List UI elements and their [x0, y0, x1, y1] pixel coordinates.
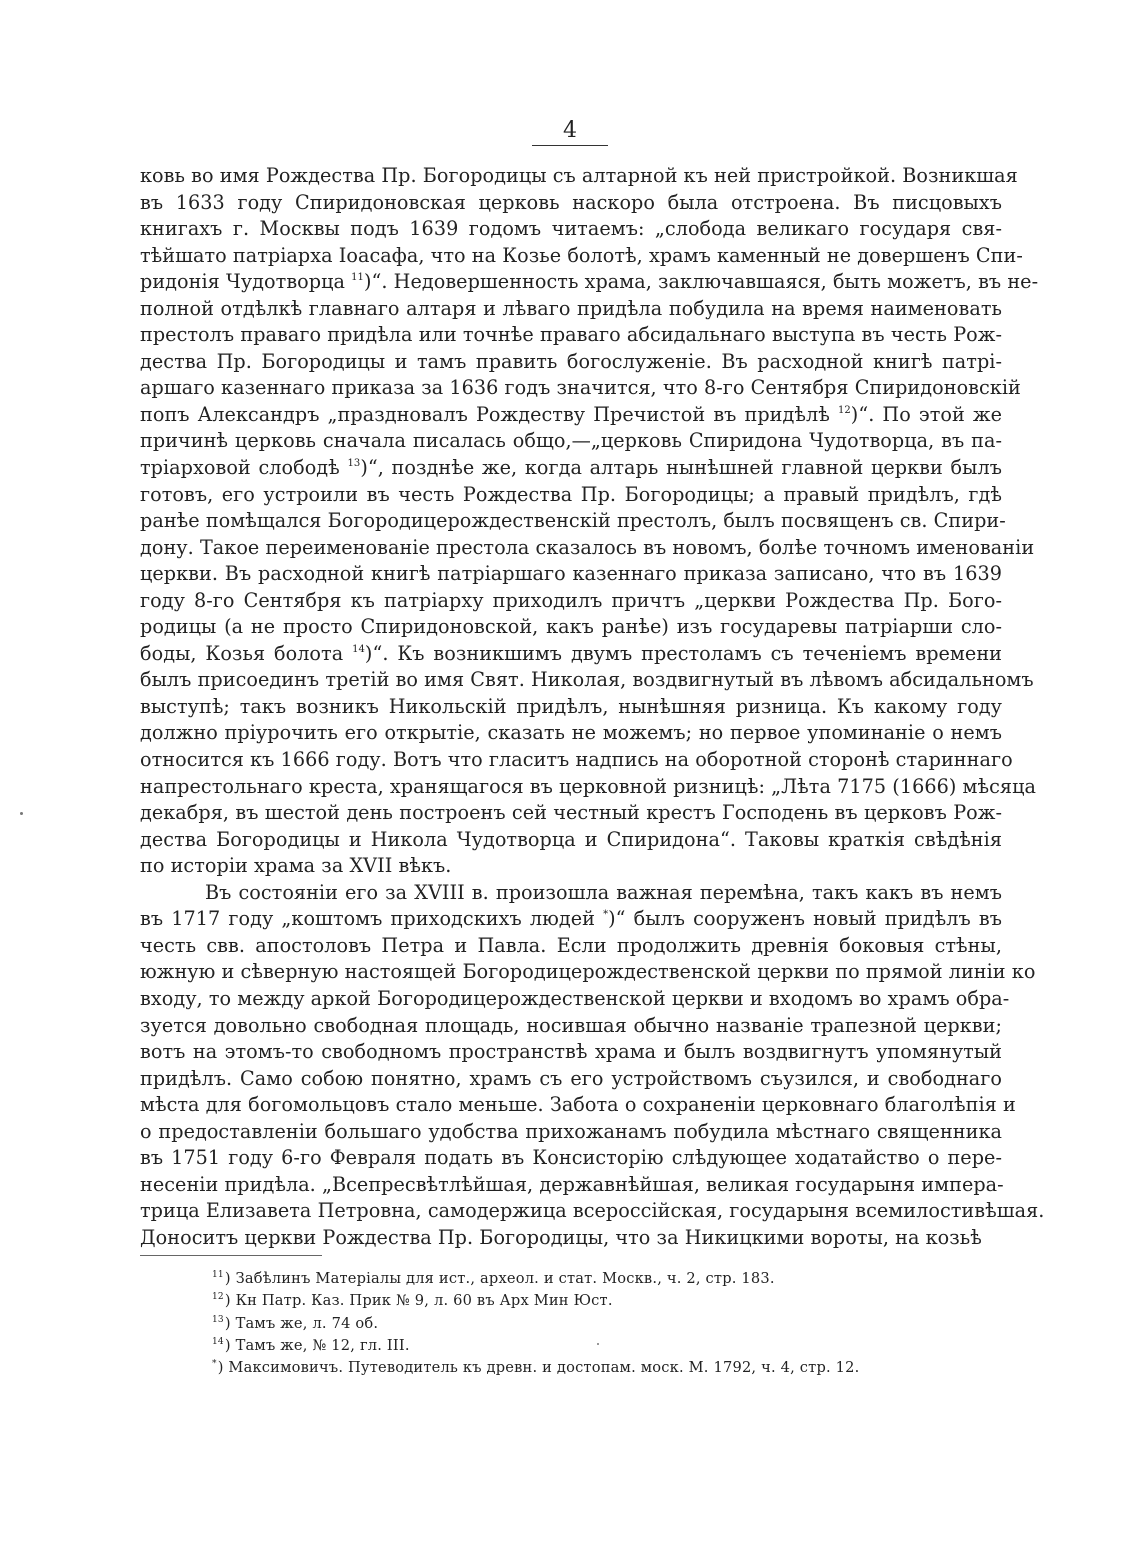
text-line	[140, 1225, 1002, 1252]
text-line	[140, 1092, 1016, 1119]
text-segment: престолъ праваго придѣла или точнѣе праваго абсидальнаго выступа въ честь Рож-	[140, 323, 1002, 347]
text-segment: полной отдѣлкѣ главнаго алтаря и лѣваго придѣла побудила на время наименовать	[140, 296, 1002, 320]
text-line	[140, 375, 1021, 402]
footnote-text: ) Максимовичъ. Путеводитель къ древн. и достопам. моск. М. 1792, ч. 4, стр. 12.	[217, 1359, 860, 1377]
text-segment: )“. Недовершенность храма, заключавшаяся, быть можетъ, въ не-	[363, 270, 1039, 294]
text-segment: Доноситъ церкви Рождества Пр. Богородицы, что за Никицкими вороты, на козьѣ	[140, 1225, 982, 1249]
text-segment: Въ состояніи его за XVIII в. произошла важная перемѣна, такъ какъ въ немъ	[205, 880, 1002, 904]
footnote	[212, 1335, 972, 1357]
text-line	[140, 588, 1002, 615]
text-segment: мѣста для богомольцовъ стало меньше. Забота о сохраненіи церковнаго благолѣпія и	[140, 1093, 1016, 1117]
footnote-reference: 11	[351, 272, 364, 284]
text-line	[140, 827, 1002, 854]
text-segment: зуется довольно свободная площадь, носившая обычно названіе трапезной церкви;	[140, 1013, 1002, 1037]
page-number: 4	[563, 118, 577, 143]
footnote	[212, 1290, 972, 1312]
text-segment: въ 1633 году Спиридоновская церковь наскоро была отстроена. Въ писцовыхъ	[140, 190, 1002, 214]
text-line	[140, 163, 1018, 190]
footnote-mark: *	[212, 1359, 217, 1370]
text-line	[140, 1013, 1002, 1040]
scan-speck	[597, 1343, 599, 1345]
text-segment: )“, позднѣе же, когда алтарь нынѣшней главной церкви былъ	[360, 456, 1002, 480]
text-segment: должно пріурочить его открытіе, сказать не можемъ; но первое упоминаніе о немъ	[140, 721, 1002, 745]
text-line	[140, 508, 1006, 535]
text-segment: )“. По этой же	[850, 402, 1002, 426]
text-segment: дону. Такое переименованіе престола сказалось въ новомъ, болѣе точномъ именованіи	[140, 535, 1035, 559]
text-segment: году 8-го Сентября къ патріарху приходилъ причтъ „церкви Рождества Пр. Бого-	[140, 588, 1002, 612]
text-line	[140, 190, 1002, 217]
text-line	[140, 535, 1035, 562]
text-segment: о предоставленіи большаго удобства прихожанамъ побудила мѣстнаго священника	[140, 1119, 1002, 1143]
footnote-mark: 11	[212, 1270, 224, 1280]
text-line	[140, 296, 1002, 323]
text-segment: честь свв. апостоловъ Петра и Павла. Если продолжить древнія боковыя стѣны,	[140, 933, 1002, 957]
text-segment: церкви. Въ расходной книгѣ патріаршаго казеннаго приказа записано, что въ 1639	[140, 562, 1002, 586]
text-line	[140, 482, 1002, 509]
text-segment: готовъ, его устроили въ честь Рождества Пр. Богородицы; а правый придѣлъ, гдѣ	[140, 482, 1002, 506]
text-segment: дества Богородицы и Никола Чудотворца и Спиридона“. Таковы краткія свѣдѣнія	[140, 827, 1002, 851]
text-line	[140, 1198, 1045, 1225]
footnote-mark: 13	[212, 1314, 224, 1325]
text-line	[140, 800, 1002, 827]
footnote-text: ) Тамъ же, № 12, гл. III.	[224, 1336, 410, 1354]
footnotes	[212, 1268, 972, 1379]
footnote-mark: 14	[212, 1336, 224, 1347]
text-line	[140, 986, 1010, 1013]
text-segment: тѣйшато патріарха Іоасафа, что на Козье болотѣ, храмъ каменный не довершенъ Спи-	[140, 243, 1023, 267]
text-line	[140, 561, 1002, 588]
text-line	[140, 641, 1002, 668]
text-line	[140, 667, 1034, 694]
text-segment: боды, Козья болота	[140, 641, 353, 665]
footnote-reference: 13	[347, 458, 361, 470]
text-segment: южную и сѣверную настоящей Богородицерождественской церкви по прямой линіи ко	[140, 960, 1036, 984]
text-line	[140, 614, 1002, 641]
footnote-reference: 12	[837, 404, 851, 416]
text-segment: аршаго казеннаго приказа за 1636 годъ значится, что 8-го Сентября Спиридоновскій	[140, 376, 1021, 400]
text-line	[140, 455, 1002, 482]
text-segment: попъ Александръ „праздновалъ Рождеству Пречистой въ придѣлѣ	[140, 402, 838, 426]
text-line	[140, 1066, 1002, 1093]
text-line	[140, 747, 1013, 774]
text-line	[140, 243, 1023, 270]
text-segment: былъ присоединъ третій во имя Свят. Николая, воздвигнутый въ лѣвомъ абсидальномъ	[140, 668, 1034, 692]
text-segment: относится къ 1666 году. Вотъ что гласитъ надпись на оборотной сторонѣ стариннаго	[140, 748, 1013, 772]
text-line	[140, 853, 1002, 880]
text-segment: выступѣ; такъ возникъ Никольскій придѣлъ, нынѣшняя ризница. Къ какому году	[140, 694, 1002, 718]
text-segment: входу, то между аркой Богородицерождественской церкви и входомъ во храмъ обра-	[140, 986, 1010, 1010]
footnote-separator	[140, 1255, 322, 1256]
footnote	[212, 1268, 972, 1290]
footnote-mark: 12	[212, 1292, 224, 1303]
main-text	[140, 163, 1045, 1251]
text-segment: напрестольнаго креста, хранящагося въ церковной ризницѣ: „Лѣта 7175 (1666) мѣсяца	[140, 774, 1036, 798]
text-line	[140, 428, 1002, 455]
text-line	[140, 1145, 1002, 1172]
text-line	[140, 906, 1002, 933]
text-line	[140, 1119, 1002, 1146]
text-line	[140, 933, 1002, 960]
text-segment: трица Елизавета Петровна, самодержица всероссійская, государыня всемилостивѣшая.	[140, 1199, 1045, 1223]
text-line	[140, 774, 1036, 801]
text-segment: ридонія Чудотворца	[140, 270, 352, 294]
text-line	[140, 720, 1002, 747]
footnote-text: ) Тамъ же, л. 74 об.	[224, 1314, 379, 1332]
text-segment: придѣлъ. Само собою понятно, храмъ съ его устройствомъ съузился, и свободнаго	[140, 1066, 1002, 1090]
text-line	[140, 959, 1036, 986]
text-segment: ранѣе помѣщался Богородицерождественскій престолъ, былъ посвященъ св. Спири-	[140, 509, 1006, 533]
text-segment: тріарховой слободѣ	[140, 456, 348, 480]
text-segment: родицы (а не просто Спиридоновской, какъ ранѣе) изъ государевы патріарши сло-	[140, 615, 1002, 639]
footnote-reference: *	[603, 909, 609, 921]
text-line	[140, 694, 1002, 721]
footnote	[212, 1357, 972, 1379]
text-segment: вотъ на этомъ-то свободномъ пространствѣ храма и былъ воздвигнутъ упомянутый	[140, 1040, 1002, 1064]
text-line	[140, 402, 1002, 429]
text-segment: несеніи придѣла. „Всепресвѣтлѣйшая, державнѣйшая, великая государыня импера-	[140, 1172, 1004, 1196]
page-number-underline	[532, 145, 608, 146]
footnote-text: ) Забѣлинъ Матеріалы для ист., археол. и стат. Москв., ч. 2, стр. 183.	[224, 1270, 775, 1287]
text-line	[140, 269, 1039, 296]
text-line	[140, 880, 1002, 907]
footnote-reference: 14	[352, 643, 365, 655]
text-segment: )“ былъ сооруженъ новый придѣлъ въ	[608, 907, 1002, 931]
text-segment: книгахъ г. Москвы подъ 1639 годомъ читаемъ: „слобода великаго государя свя-	[140, 217, 1002, 241]
text-line	[140, 216, 1002, 243]
scan-speck	[20, 812, 23, 815]
text-segment: въ 1717 году „коштомъ приходскихъ людей	[140, 907, 604, 931]
footnote	[212, 1313, 972, 1335]
text-line	[140, 1172, 1002, 1199]
text-segment: въ 1751 году 6-го Февраля подать въ Консисторію слѣдующее ходатайство о пере-	[140, 1146, 1002, 1170]
text-line	[140, 349, 1002, 376]
text-segment: дества Пр. Богородицы и тамъ править богослуженіе. Въ расходной книгѣ патрі-	[140, 349, 1002, 373]
text-line	[140, 322, 1002, 349]
text-segment: декабря, въ шестой день построенъ сей честный крестъ Господень въ церковъ Рож-	[140, 801, 1002, 825]
text-segment: по исторіи храма за XVII вѣкъ.	[140, 854, 452, 878]
text-segment: )“. Къ возникшимъ двумъ престоламъ съ теченіемъ времени	[364, 641, 1002, 665]
text-segment: ковь во имя Рождества Пр. Богородицы съ алтарной къ ней пристройкой. Возникшая	[140, 164, 1018, 187]
text-line	[140, 1039, 1002, 1066]
text-segment: причинѣ церковь сначала писалась общо,—„церковь Спиридона Чудотворца, въ па-	[140, 429, 1002, 453]
footnote-text: ) Кн Патр. Каз. Прик № 9, л. 60 въ Арх Мин Юст.	[224, 1292, 613, 1310]
